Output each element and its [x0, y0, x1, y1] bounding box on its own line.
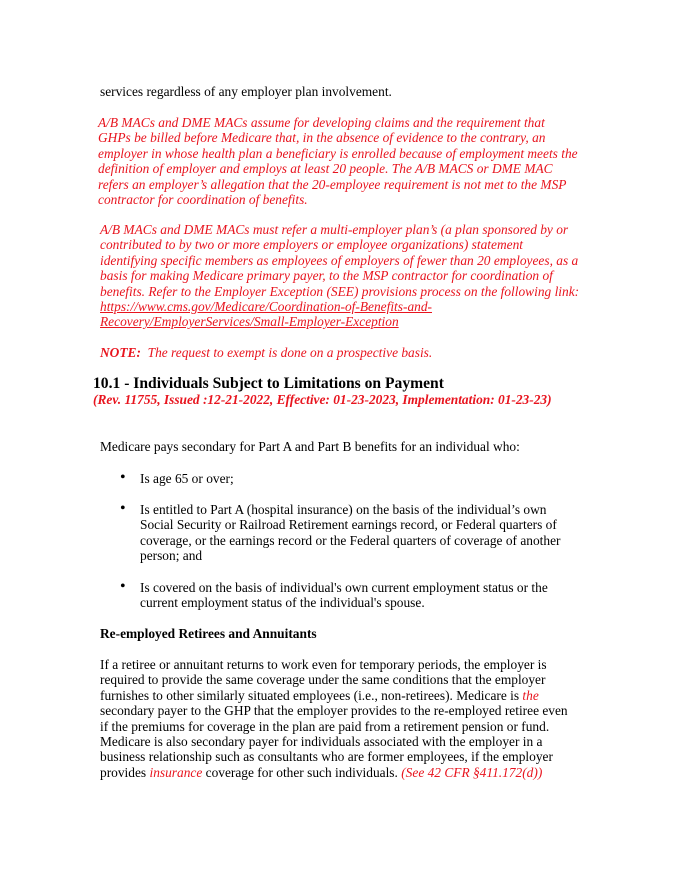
para-text: furnishes to other similarly situated employees (i.e., non-retirees). Medicare is [100, 687, 523, 703]
lead-sentence: Medicare pays secondary for Part A and Part B benefits for an individual who: [100, 439, 520, 454]
retirees-paragraph [100, 657, 580, 780]
bullet-marker: • [120, 500, 126, 517]
para-line [100, 765, 580, 780]
red-p1-line: A/B MACs and DME MACs assume for developing claims and the requirement that [98, 115, 545, 130]
bullet-marker: • [120, 578, 126, 595]
para-text: coverage for other such individuals. [202, 764, 402, 780]
bullet-line: Is age 65 or over; [140, 471, 234, 486]
note-text: The request to exempt is done on a prospective basis. [140, 345, 433, 360]
bullet-line: coverage, or the earnings record or the Federal quarters of coverage of another [140, 532, 561, 548]
section-heading: 10.1 - Individuals Subject to Limitations on Payment [93, 375, 444, 392]
para-line: If a retiree or annuitant returns to work even for temporary periods, the employer is [100, 657, 547, 672]
see-link-line: https://www.cms.gov/Medicare/Coordination-of-Benefits-and- [100, 299, 432, 315]
red-p2-line: contributed to by two or more employers or employee organizations) statement [100, 237, 523, 253]
note-label: NOTE: [100, 345, 141, 360]
red-paragraph-2 [100, 222, 600, 330]
red-p1-line: refers an employer’s allegation that the 20-employee requirement is not met to the MSP [98, 176, 567, 192]
para-line: if the premiums for coverage in the plan are paid from a retirement pension or fund. [100, 718, 550, 734]
red-p2-line: A/B MACs and DME MACs must refer a multi-employer plan’s (a plan sponsored by or [100, 222, 569, 237]
bullet-line: current employment status of the individual's spouse. [140, 595, 425, 611]
cfr-citation: (See 42 CFR §411.172(d)) [401, 764, 543, 780]
bullet-line: Is entitled to Part A (hospital insurance) on the basis of the individual’s own [140, 502, 547, 517]
red-p1-line: employer in whose health plan a beneficiary is enrolled because of employment meets the [98, 145, 578, 161]
red-paragraph-1 [98, 115, 598, 207]
note-line [100, 345, 432, 360]
para-line: business relationship such as consultants who are former employees, if the employer [100, 749, 553, 765]
para-line: secondary payer to the GHP that the employer provides to the re-employed retiree even [100, 703, 568, 719]
inserted-text: insurance [149, 764, 203, 780]
bullet-item-3 [140, 580, 570, 611]
revision-line: (Rev. 11755, Issued :12-21-2022, Effective: 01-23-2023, Implementation: 01-23-23) [93, 392, 552, 407]
red-p1-line: definition of employer and employs at least 20 people. The A/B MACS or DME MAC [98, 161, 553, 177]
bullet-line: person; and [140, 548, 203, 564]
bullet-line: Is covered on the basis of individual's own current employment status or the [140, 580, 548, 595]
red-p2-line: basis for making Medicare primary payer, to the MSP contractor for coordination of [100, 268, 553, 284]
red-p2-line: benefits. Refer to the Employer Exception (SEE) provisions process on the following link: [100, 283, 580, 299]
red-p1-line: contractor for coordination of benefits. [98, 192, 308, 208]
bullet-line: Social Security or Railroad Retirement earnings record, or Federal quarters of [140, 517, 557, 533]
bullet-item-2 [140, 502, 570, 564]
inserted-text: the [522, 687, 539, 703]
bullet-item-1 [140, 471, 570, 486]
see-link-line: Recovery/EmployerServices/Small-Employer-Exception [100, 314, 399, 330]
red-p1-line: GHPs be billed before Medicare that, in the absence of evidence to the contrary, an [98, 130, 546, 146]
bullet-marker: • [120, 469, 126, 486]
see-link[interactable] [100, 299, 600, 330]
red-p2-line: identifying specific members as employees of employers of fewer than 20 employees, as a [100, 252, 579, 268]
para-line: required to provide the same coverage under the same conditions that the employer [100, 672, 546, 688]
intro-line: services regardless of any employer plan involvement. [100, 84, 392, 99]
para-text: provides [100, 764, 150, 780]
para-line [100, 688, 580, 703]
subheading: Re-employed Retirees and Annuitants [100, 626, 317, 641]
para-line: Medicare is also secondary payer for individuals associated with the employer in a [100, 734, 543, 750]
